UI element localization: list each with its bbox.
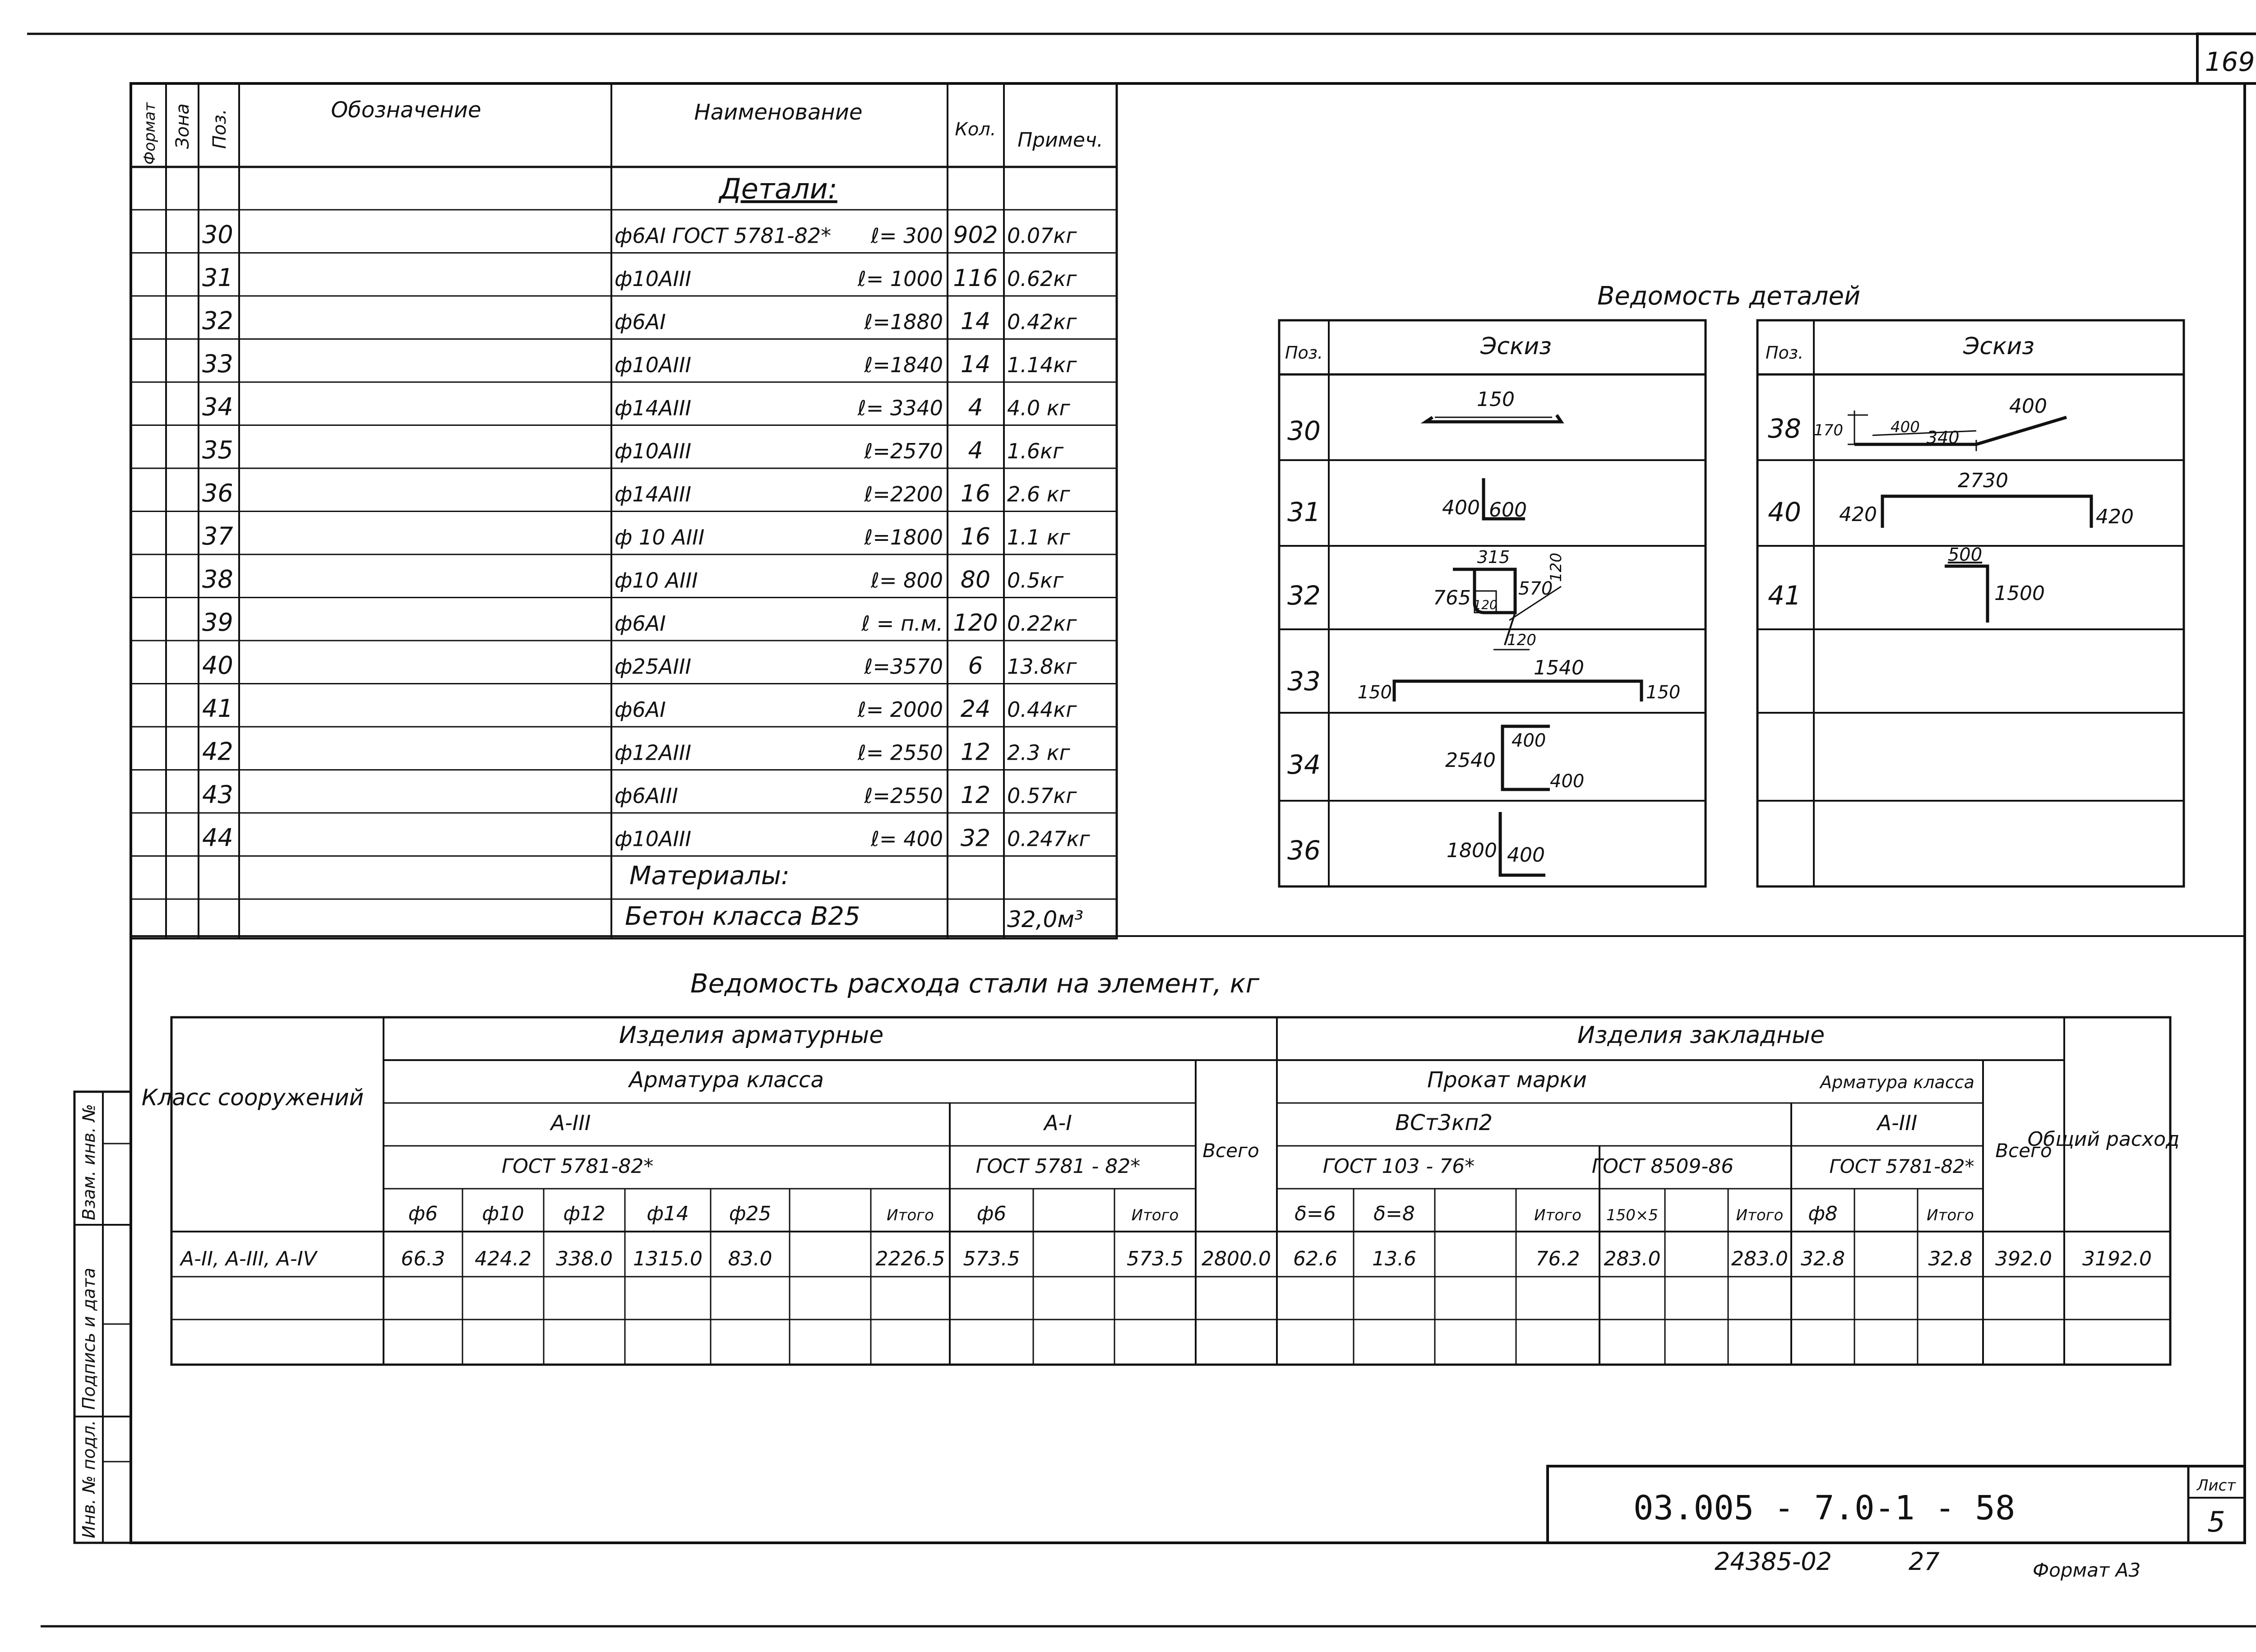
sketch-40-dim-right: 420 xyxy=(2096,505,2134,528)
steel-grid xyxy=(171,1017,2170,1365)
spec-concrete-note: 32,0м³ xyxy=(1007,906,1084,932)
spec-row-qty: 12 xyxy=(960,738,991,766)
detail-pos-41: 41 xyxy=(1768,580,1801,611)
sketch-33-dim-right: 150 xyxy=(1646,682,1681,703)
spec-row-note: 2.3 кг xyxy=(1007,740,1070,765)
spec-row-name: ф6АI xyxy=(615,611,666,636)
spec-row-name: ф12АIII xyxy=(615,740,692,765)
spec-row-name: ф6АI xyxy=(615,309,666,334)
steel-h-a3b: А-III xyxy=(1877,1111,1918,1135)
spec-row-note: 0.22кг xyxy=(1007,611,1077,636)
steel-title: Ведомость расхода стали на элемент, кг xyxy=(690,968,1260,999)
spec-row-pos: 39 xyxy=(202,608,233,637)
sketch-38-dim-diag: 400 xyxy=(1891,418,1920,436)
spec-row-note: 2.6 кг xyxy=(1007,482,1070,507)
spec-row-qty: 24 xyxy=(960,696,991,723)
spec-row-pos: 41 xyxy=(202,694,233,723)
spec-row-qty: 116 xyxy=(953,265,998,292)
spec-row-length: ℓ= 2550 xyxy=(857,740,943,765)
steel-h-a1: А-I xyxy=(1044,1111,1072,1135)
spec-row-note: 1.6кг xyxy=(1007,439,1064,463)
spec-row-length: ℓ = п.м. xyxy=(861,611,943,636)
sketch-30-dim: 150 xyxy=(1477,388,1515,411)
steel-row-value: 283.0 xyxy=(1604,1247,1661,1270)
spec-row-note: 1.14кг xyxy=(1007,353,1077,377)
spec-row-length: ℓ= 300 xyxy=(871,223,943,248)
spec-row-length: ℓ=1880 xyxy=(864,309,943,334)
spec-section-details: Детали: xyxy=(719,172,837,205)
detail-pos-36: 36 xyxy=(1287,835,1321,866)
detail-pos-40: 40 xyxy=(1768,497,1801,527)
side-stamp xyxy=(74,1092,131,1543)
sketch-30 xyxy=(1426,415,1561,422)
spec-row-note: 0.5кг xyxy=(1007,568,1064,593)
detail-pos-38: 38 xyxy=(1768,413,1801,444)
steel-row-total2: 392.0 xyxy=(1995,1247,2052,1270)
sketch-31-dim-a: 400 xyxy=(1442,496,1480,519)
spec-row-note: 0.57кг xyxy=(1007,784,1077,808)
steel-row-value: 338.0 xyxy=(556,1247,613,1270)
spec-row-pos: 32 xyxy=(202,306,233,335)
steel-col-header: ф6 xyxy=(976,1202,1007,1225)
sketch-36-dim-bottom: 400 xyxy=(1507,844,1545,867)
steel-h-reinf-class2: Арматура класса xyxy=(1820,1072,1974,1092)
stamp-replace-label: Взам. инв. № xyxy=(79,1103,99,1220)
spec-header-name: Наименование xyxy=(694,100,863,125)
list-label: Лист xyxy=(2196,1477,2236,1495)
format-label: Формат А3 xyxy=(2033,1559,2141,1581)
spec-row-pos: 36 xyxy=(202,479,233,508)
spec-row-note: 1.1 кг xyxy=(1007,525,1070,549)
spec-row-length: ℓ=1800 xyxy=(864,525,943,549)
spec-row-pos: 34 xyxy=(202,392,233,421)
spec-row-qty: 6 xyxy=(968,652,983,680)
sketch-32-dim-left: 765 xyxy=(1433,586,1471,609)
spec-row-length: ℓ=3570 xyxy=(864,654,943,679)
steel-row-value: 283.0 xyxy=(1731,1247,1788,1270)
spec-row-note: 0.42кг xyxy=(1007,309,1077,334)
spec-row-name: ф6АI xyxy=(615,697,666,722)
steel-h-class-1: Класс сооружений xyxy=(141,1084,364,1111)
spec-row-qty: 16 xyxy=(960,523,991,550)
spec-row-note: 4.0 кг xyxy=(1007,396,1070,420)
details-left-sketch-header: Эскиз xyxy=(1480,333,1552,360)
steel-h-gost3: ГОСТ 103 - 76* xyxy=(1322,1155,1475,1178)
spec-row-length: ℓ= 400 xyxy=(871,826,943,851)
steel-h-a3: А-III xyxy=(550,1111,591,1135)
sketch-40-dim-span: 2730 xyxy=(1958,469,2008,492)
spec-row-pos: 30 xyxy=(202,220,233,249)
steel-h-reinf-items: Изделия арматурные xyxy=(619,1022,884,1049)
spec-row-name: ф10АIII xyxy=(615,353,692,377)
spec-row-qty: 4 xyxy=(968,437,983,464)
steel-row-value: 424.2 xyxy=(475,1247,532,1270)
inventory-number: 24385-02 xyxy=(1715,1547,1832,1576)
spec-row-length: ℓ= 3340 xyxy=(857,396,943,420)
details-left-pos-header: Поз. xyxy=(1285,343,1323,363)
spec-row-pos: 44 xyxy=(202,823,233,852)
details-title: Ведомость деталей xyxy=(1597,281,1861,311)
spec-row-qty: 14 xyxy=(960,308,991,335)
document-designation: 03.005 - 7.0-1 - 58 xyxy=(1633,1489,2016,1527)
spec-header-designation: Обозначение xyxy=(331,97,481,123)
list-number: 5 xyxy=(2207,1505,2225,1538)
spec-row-note: 0.44кг xyxy=(1007,697,1077,722)
steel-h-gost1: ГОСТ 5781-82* xyxy=(501,1155,654,1178)
steel-col-header: ф25 xyxy=(729,1202,772,1225)
spec-header-note: Примеч. xyxy=(1017,129,1103,152)
sketch-32-dim-top: 315 xyxy=(1477,547,1510,567)
spec-row-name: ф6АI ГОСТ 5781-82* xyxy=(615,223,832,248)
spec-row-pos: 31 xyxy=(202,263,233,292)
spec-header-qty: Кол. xyxy=(955,119,996,140)
spec-row-pos: 38 xyxy=(202,565,233,594)
spec-row-qty: 16 xyxy=(960,480,991,508)
steel-row-value: 66.3 xyxy=(401,1247,445,1270)
steel-row-value: 573.5 xyxy=(963,1247,1020,1270)
spec-row-note: 0.62кг xyxy=(1007,267,1077,291)
spec-row-qty: 4 xyxy=(968,394,983,421)
sketch-33 xyxy=(1394,681,1641,701)
sketch-33-dim-span: 1540 xyxy=(1534,656,1584,679)
spec-row-qty: 902 xyxy=(953,221,998,249)
page-number: 169 xyxy=(2205,46,2255,77)
spec-concrete-name: Бетон класса В25 xyxy=(625,902,860,931)
inventory-suffix: 27 xyxy=(1909,1547,1940,1576)
steel-row-class: А-II, А-III, А-IV xyxy=(180,1247,317,1270)
detail-pos-33: 33 xyxy=(1287,666,1321,697)
steel-col-header: ф8 xyxy=(1808,1202,1838,1225)
spec-header-format: Формат xyxy=(141,102,159,165)
details-right-grid xyxy=(1757,320,2184,886)
spec-row-length: ℓ=2570 xyxy=(864,439,943,463)
steel-row-value: 32.8 xyxy=(1801,1247,1845,1270)
steel-col-header: δ=6 xyxy=(1294,1202,1336,1225)
steel-row-value: 83.0 xyxy=(728,1247,772,1270)
spec-row-pos: 42 xyxy=(202,737,233,766)
steel-col-header: Итого xyxy=(1736,1206,1784,1224)
sketch-41-dim-top: 500 xyxy=(1947,545,1983,565)
spec-row-qty: 12 xyxy=(960,782,991,809)
steel-h-embedded: Изделия закладные xyxy=(1577,1022,1825,1049)
spec-row-length: ℓ=2550 xyxy=(864,784,943,808)
spec-rows xyxy=(202,221,1090,852)
steel-col-header: ф14 xyxy=(647,1202,689,1225)
sketch-32-dim-bottom: 120 xyxy=(1507,631,1536,649)
steel-h-reinf-class: Арматура класса xyxy=(629,1067,824,1093)
steel-h-total2: Всего xyxy=(1995,1140,2052,1162)
spec-row-pos: 37 xyxy=(202,522,233,550)
sketch-32-dim-inner: 120 xyxy=(1473,597,1498,612)
steel-h-grand: Общий расход xyxy=(2027,1128,2180,1151)
sketch-34-dim-height: 2540 xyxy=(1445,749,1496,772)
spec-row-length: ℓ=1840 xyxy=(864,353,943,377)
spec-row-length: ℓ= 1000 xyxy=(857,267,943,291)
spec-row-qty: 80 xyxy=(960,566,991,594)
steel-cells xyxy=(179,1202,2152,1270)
spec-section-materials: Материалы: xyxy=(629,861,790,891)
steel-col-header: Итого xyxy=(887,1206,934,1224)
spec-row-name: ф14АIII xyxy=(615,482,692,507)
sketch-33-dim-left: 150 xyxy=(1357,682,1392,703)
spec-row-qty: 120 xyxy=(953,609,998,637)
stamp-sign-label: Подпись и дата xyxy=(79,1268,99,1410)
sketch-41-dim-height: 1500 xyxy=(1994,582,2045,605)
frame xyxy=(27,34,2256,1626)
spec-row-qty: 14 xyxy=(960,351,991,378)
steel-col-header: δ=8 xyxy=(1373,1202,1415,1225)
steel-h-gost4: ГОСТ 8509-86 xyxy=(1591,1155,1734,1178)
steel-h-gost5: ГОСТ 5781-82* xyxy=(1829,1155,1974,1177)
spec-row-note: 0.07кг xyxy=(1007,223,1077,248)
steel-row-value: 76.2 xyxy=(1535,1247,1580,1270)
steel-h-vst: ВСт3кп2 xyxy=(1395,1110,1493,1135)
sketch-34-dim-top: 400 xyxy=(1512,730,1546,751)
spec-row-pos: 35 xyxy=(202,436,233,464)
sketch-34-dim-bottom: 400 xyxy=(1550,771,1585,792)
sketch-32-dim-diag: 570 xyxy=(1518,578,1553,599)
steel-col-header: ф6 xyxy=(408,1202,438,1225)
steel-row-grand: 3192.0 xyxy=(2082,1247,2152,1270)
steel-row-value: 573.5 xyxy=(1127,1247,1183,1270)
steel-h-gost2: ГОСТ 5781 - 82* xyxy=(975,1155,1141,1178)
steel-row-value: 1315.0 xyxy=(633,1247,703,1270)
steel-row-value: 32.8 xyxy=(1928,1247,1973,1270)
steel-col-header: Итого xyxy=(1927,1206,1974,1224)
sketch-40-dim-left: 420 xyxy=(1839,503,1877,526)
spec-row-name: ф25АIII xyxy=(615,654,692,679)
steel-h-total: Всего xyxy=(1202,1140,1259,1162)
steel-col-header: ф10 xyxy=(482,1202,524,1225)
steel-col-header: Итого xyxy=(1534,1206,1581,1224)
steel-col-header: ф12 xyxy=(563,1202,606,1225)
steel-row-value: 62.6 xyxy=(1293,1247,1337,1270)
sketch-38-dim-base: 340 xyxy=(1927,428,1960,448)
spec-row-pos: 33 xyxy=(202,350,233,378)
steel-row-value: 13.6 xyxy=(1372,1247,1416,1270)
sketch-36-dim-height: 1800 xyxy=(1447,839,1497,862)
sketch-41 xyxy=(1945,566,1988,623)
steel-row-total1: 2800.0 xyxy=(1202,1247,1271,1270)
spec-row-pos: 40 xyxy=(202,651,233,680)
spec-row-name: ф10АIII xyxy=(615,826,692,851)
spec-row-qty: 32 xyxy=(960,825,991,852)
spec-row-note: 0.247кг xyxy=(1007,826,1090,851)
steel-h-rolled: Прокат марки xyxy=(1427,1067,1587,1093)
stamp-inv-label: Инв. № подл. xyxy=(79,1420,99,1538)
spec-row-length: ℓ= 800 xyxy=(871,568,943,593)
spec-row-name: ф6АIII xyxy=(615,784,678,808)
sketch-38-dim-right: 400 xyxy=(2009,395,2047,418)
spec-row-name: ф10АIII xyxy=(615,267,692,291)
spec-header-zone: Зона xyxy=(172,103,193,149)
detail-pos-34: 34 xyxy=(1287,749,1321,780)
spec-row-name: ф10 АIII xyxy=(615,568,698,593)
spec-row-name: ф14АIII xyxy=(615,396,692,420)
spec-row-pos: 43 xyxy=(202,780,233,809)
detail-pos-30: 30 xyxy=(1287,415,1321,446)
spec-row-length: ℓ=2200 xyxy=(864,482,943,507)
sketch-31-dim-b: 600 xyxy=(1489,498,1527,521)
steel-row-value: 2226.5 xyxy=(875,1247,945,1270)
details-right-sketch-header: Эскиз xyxy=(1963,333,2034,360)
details-right-pos-header: Поз. xyxy=(1765,343,1804,363)
sketch-32-dim-hook: 120 xyxy=(1547,553,1565,582)
spec-row-name: ф10АIII xyxy=(615,439,692,463)
steel-col-header: 150×5 xyxy=(1606,1206,1659,1224)
steel-col-header: Итого xyxy=(1131,1206,1179,1224)
spec-header-pos: Поз. xyxy=(209,109,230,149)
spec-row-note: 13.8кг xyxy=(1007,654,1077,679)
detail-pos-32: 32 xyxy=(1287,580,1321,611)
sketch-38-dim-hook: 170 xyxy=(1814,421,1843,439)
spec-row-name: ф 10 АIII xyxy=(615,525,705,549)
spec-row-length: ℓ= 2000 xyxy=(857,697,943,722)
sketch-40 xyxy=(1882,496,2091,528)
detail-pos-31: 31 xyxy=(1287,497,1321,527)
